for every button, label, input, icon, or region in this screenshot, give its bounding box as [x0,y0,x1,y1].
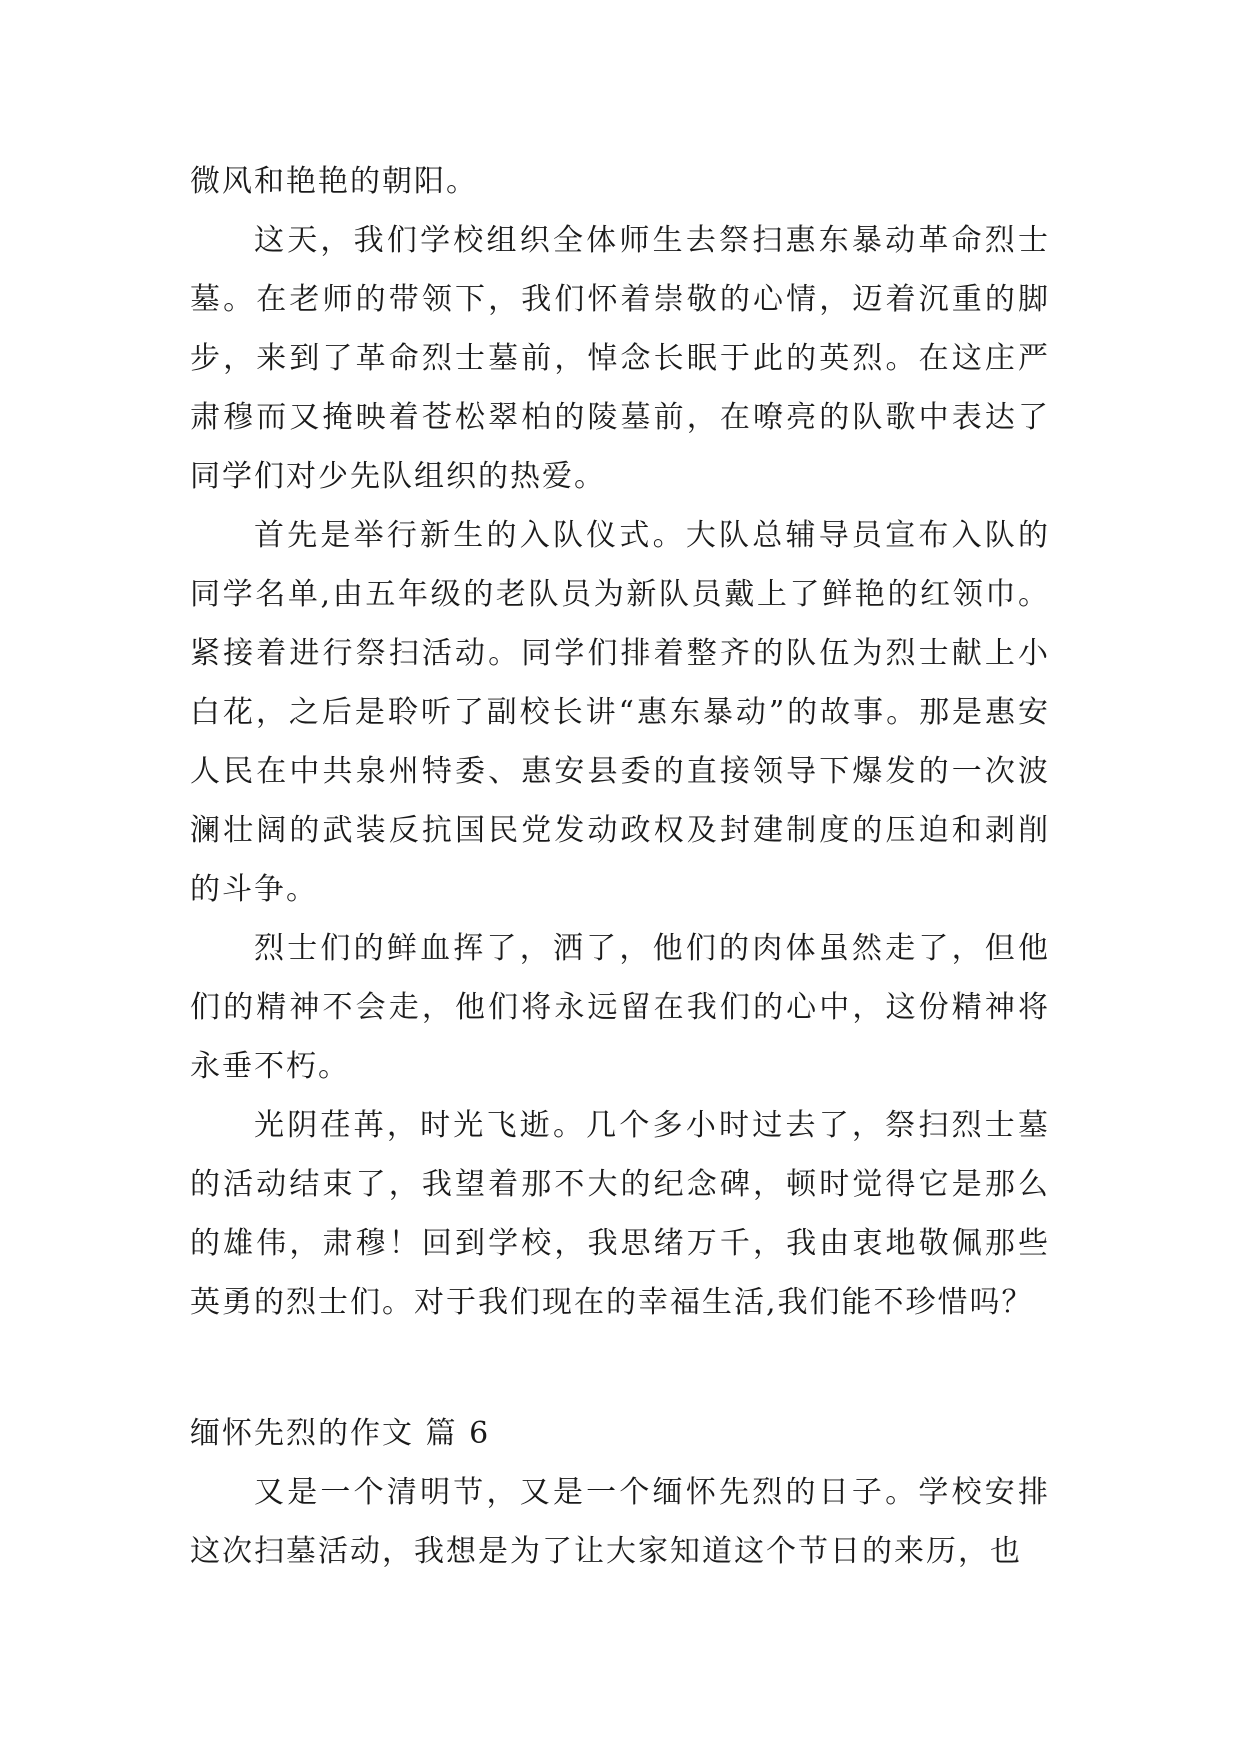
section-paragraph-1: 又是一个清明节，又是一个缅怀先烈的日子。学校安排这次扫墓活动，我想是为了让大家知道这个节日的来历，也 [190,1475,1050,1569]
paragraph-4: 烈士们的鲜血挥了，洒了，他们的肉体虽然走了，但他们的精神不会走，他们将永远留在我们的心中，这份精神将永垂不朽。 [190,931,1050,1084]
paragraph-2: 这天，我们学校组织全体师生去祭扫惠东暴动革命烈士墓。在老师的带领下，我们怀着崇敬的心情，迈着沉重的脚步，来到了革命烈士墓前，悼念长眠于此的英烈。在这庄严肃穆而又掩映着苍松翠柏的陵墓前，在嘹亮的队歌中表达了同学们对少先队组织的热爱。 [190,223,1050,494]
document-body [190,152,1050,1581]
paragraph-5: 光阴荏苒，时光飞逝。几个多小时过去了，祭扫烈士墓的活动结束了，我望着那不大的纪念碑，顿时觉得它是那么的雄伟，肃穆！回到学校，我思绪万千，我由衷地敬佩那些英勇的烈士们。对于我们现在的幸福生活,我们能不珍惜吗？ [190,1108,1050,1320]
paragraph-1: 微风和艳艳的朝阳。 [190,164,478,199]
section-heading: 缅怀先烈的作文 篇 6 [190,1416,491,1451]
paragraph-3: 首先是举行新生的入队仪式。大队总辅导员宣布入队的同学名单,由五年级的老队员为新队员戴上了鲜艳的红领巾。紧接着进行祭扫活动。同学们排着整齐的队伍为烈士献上小白花，之后是聆听了副校长讲“惠东暴动”的故事。那是惠安人民在中共泉州特委、惠安县委的直接领导下爆发的一次波澜壮阔的武装反抗国民党发动政权及封建制度的压迫和剥削的斗争。 [190,518,1050,907]
